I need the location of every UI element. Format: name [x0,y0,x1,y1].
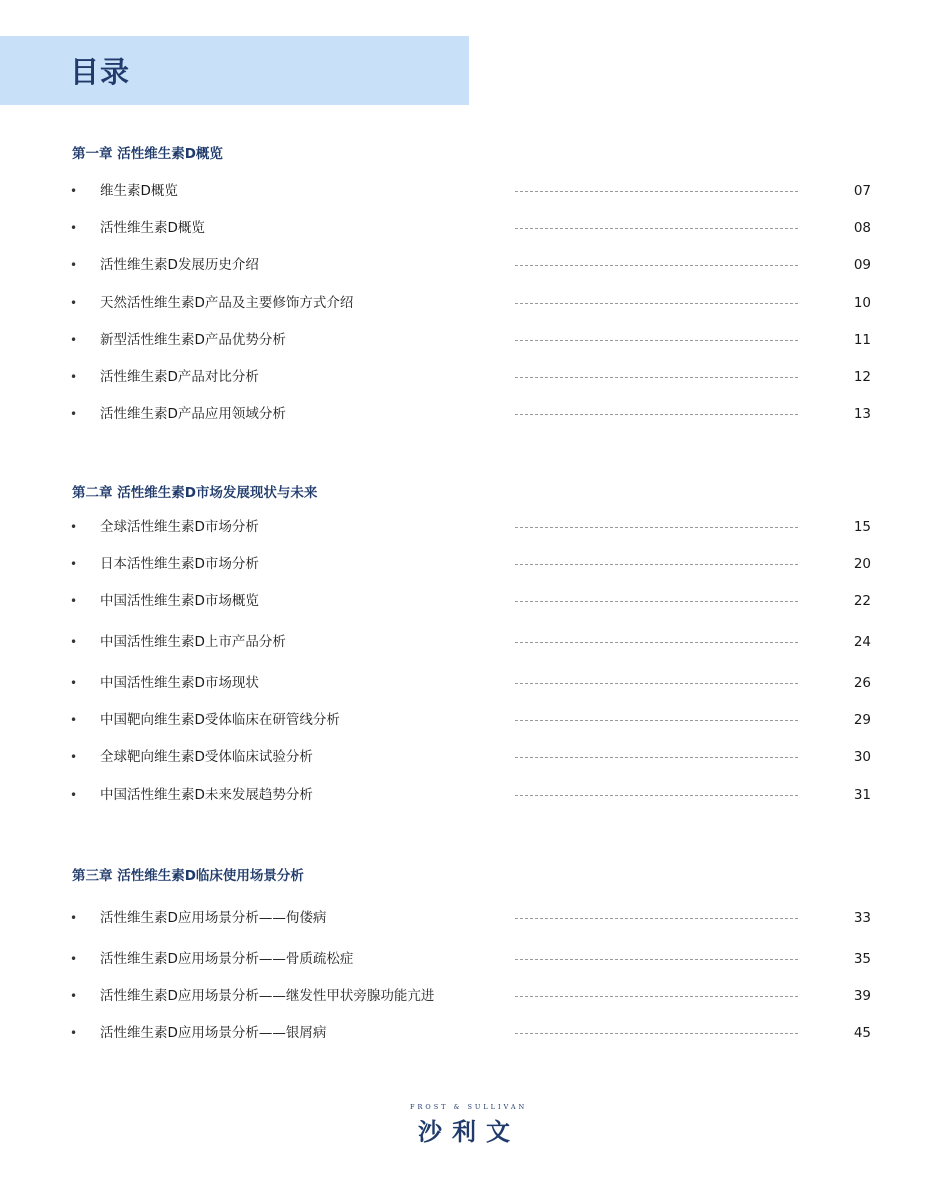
dotted-leader [515,377,798,378]
toc-entry-page: 10 [853,295,871,311]
toc-entry[interactable] [0,1023,942,1043]
bullet-icon: • [70,370,78,384]
toc-entry-label: 中国活性维生素D市场概览 [100,593,259,609]
brand-name-cn: 沙利文 [418,1118,520,1146]
toc-entry-label: 中国活性维生素D市场现状 [100,675,259,691]
toc-entry[interactable] [0,554,942,574]
toc-entry-label: 活性维生素D应用场景分析——骨质疏松症 [100,951,354,967]
bullet-icon: • [70,520,78,534]
toc-entry[interactable] [0,747,942,767]
dotted-leader [515,527,798,528]
toc-entry-page: 29 [853,712,871,728]
toc-entry[interactable] [0,632,942,652]
dotted-leader [515,757,798,758]
toc-entry-page: 11 [853,332,871,348]
bullet-icon: • [70,557,78,571]
bullet-icon: • [70,713,78,727]
toc-entry[interactable] [0,255,942,275]
toc-entry-page: 13 [853,406,871,422]
bullet-icon: • [70,407,78,421]
toc-entry[interactable] [0,181,942,201]
toc-entry-page: 35 [853,951,871,967]
toc-entry[interactable] [0,404,942,424]
toc-entry-page: 33 [853,910,871,926]
dotted-leader [515,191,798,192]
dotted-leader [515,414,798,415]
bullet-icon: • [70,911,78,925]
toc-entry-page: 07 [853,183,871,199]
toc-entry-label: 日本活性维生素D市场分析 [100,556,259,572]
bullet-icon: • [70,296,78,310]
toc-entry-page: 15 [853,519,871,535]
brand-name-en: FROST & SULLIVAN [410,1103,528,1111]
toc-entry-page: 31 [853,787,871,803]
toc-entry-label: 活性维生素D应用场景分析——佝偻病 [100,910,327,926]
bullet-icon: • [70,989,78,1003]
toc-entry-page: 26 [853,675,871,691]
bullet-icon: • [70,750,78,764]
toc-entry-page: 20 [853,556,871,572]
chapter-3-title[interactable]: 第三章 活性维生素D临床使用场景分析 [72,868,304,884]
dotted-leader [515,959,798,960]
toc-entry-label: 天然活性维生素D产品及主要修饰方式介绍 [100,295,354,311]
toc-entry-page: 45 [853,1025,871,1041]
toc-entry-page: 39 [853,988,871,1004]
toc-entry-label: 中国活性维生素D未来发展趋势分析 [100,787,313,803]
toc-entry-page: 22 [853,593,871,609]
toc-entry[interactable] [0,785,942,805]
dotted-leader [515,996,798,997]
toc-entry-label: 维生素D概览 [100,183,178,199]
toc-entry-page: 30 [853,749,871,765]
dotted-leader [515,795,798,796]
toc-entry-label: 活性维生素D概览 [100,220,205,236]
bullet-icon: • [70,594,78,608]
toc-entry[interactable] [0,330,942,350]
bullet-icon: • [70,333,78,347]
dotted-leader [515,720,798,721]
toc-entry[interactable] [0,673,942,693]
toc-entry-label: 活性维生素D产品对比分析 [100,369,259,385]
toc-entry[interactable] [0,517,942,537]
chapter-1-title[interactable]: 第一章 活性维生素D概览 [72,146,223,162]
bullet-icon: • [70,221,78,235]
toc-entry[interactable] [0,293,942,313]
dotted-leader [515,918,798,919]
bullet-icon: • [70,676,78,690]
toc-entry-label: 全球活性维生素D市场分析 [100,519,259,535]
bullet-icon: • [70,184,78,198]
dotted-leader [515,228,798,229]
toc-entry[interactable] [0,949,942,969]
toc-entry-label: 全球靶向维生素D受体临床试验分析 [100,749,313,765]
toc-entry-label: 活性维生素D应用场景分析——继发性甲状旁腺功能亢进 [100,988,435,1004]
dotted-leader [515,642,798,643]
page-title: 目录 [70,55,131,89]
toc-entry-label: 中国活性维生素D上市产品分析 [100,634,286,650]
toc-entry-page: 09 [853,257,871,273]
toc-entry[interactable] [0,908,942,928]
toc-entry-label: 活性维生素D应用场景分析——银屑病 [100,1025,327,1041]
toc-entry-label: 中国靶向维生素D受体临床在研管线分析 [100,712,340,728]
toc-entry-label: 活性维生素D发展历史介绍 [100,257,259,273]
dotted-leader [515,683,798,684]
toc-entry[interactable] [0,367,942,387]
dotted-leader [515,1033,798,1034]
chapter-2-title[interactable]: 第二章 活性维生素D市场发展现状与未来 [72,485,318,501]
bullet-icon: • [70,1026,78,1040]
toc-entry-page: 24 [853,634,871,650]
toc-entry-page: 08 [853,220,871,236]
bullet-icon: • [70,952,78,966]
toc-entry[interactable] [0,986,942,1006]
toc-entry[interactable] [0,218,942,238]
toc-entry[interactable] [0,591,942,611]
toc-entry-label: 活性维生素D产品应用领域分析 [100,406,286,422]
dotted-leader [515,564,798,565]
dotted-leader [515,340,798,341]
dotted-leader [515,601,798,602]
dotted-leader [515,303,798,304]
bullet-icon: • [70,635,78,649]
bullet-icon: • [70,258,78,272]
toc-entry-label: 新型活性维生素D产品优势分析 [100,332,286,348]
dotted-leader [515,265,798,266]
bullet-icon: • [70,788,78,802]
toc-entry-page: 12 [853,369,871,385]
toc-entry[interactable] [0,710,942,730]
